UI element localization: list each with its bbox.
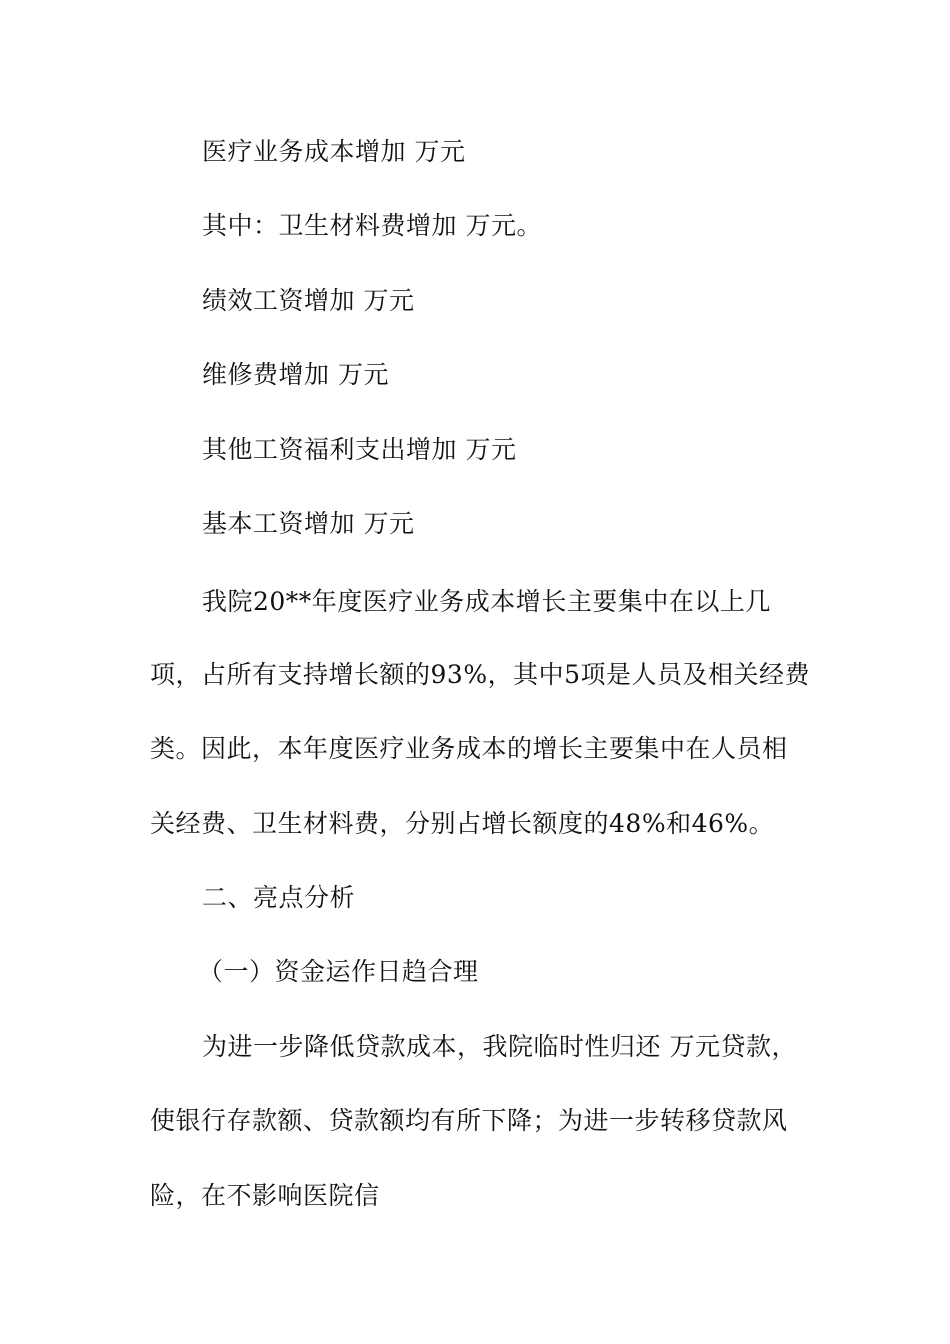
paragraph2-line-3: 险，在不影响医院信 — [150, 1181, 380, 1210]
paragraph2-line-1: 为进一步降低贷款成本，我院临时性归还 万元贷款， — [202, 1032, 797, 1061]
text-line-materials-cost: 其中：卫生材料费增加 万元。 — [202, 211, 542, 240]
text-line-medical-cost: 医疗业务成本增加 万元 — [202, 137, 466, 166]
text-line-basic-pay: 基本工资增加 万元 — [202, 509, 415, 538]
text-line-other-welfare: 其他工资福利支出增加 万元 — [202, 435, 517, 464]
text-line-repair-cost: 维修费增加 万元 — [202, 360, 389, 389]
paragraph2-line-2: 使银行存款额、贷款额均有所下降；为进一步转移贷款风 — [150, 1106, 788, 1135]
section-heading: 二、亮点分析 — [202, 883, 356, 912]
subsection-heading: （一）资金运作日趋合理 — [198, 957, 479, 986]
paragraph-line-2: 项，占所有支持增长额的93%，其中5项是人员及相关经费 — [150, 660, 810, 689]
paragraph-line-1: 我院20**年度医疗业务成本增长主要集中在以上几 — [202, 587, 771, 616]
paragraph-line-3: 类。因此，本年度医疗业务成本的增长主要集中在人员相 — [150, 734, 788, 763]
paragraph-line-4: 关经费、卫生材料费，分别占增长额度的48%和46%。 — [150, 809, 775, 838]
text-line-performance-pay: 绩效工资增加 万元 — [202, 286, 415, 315]
